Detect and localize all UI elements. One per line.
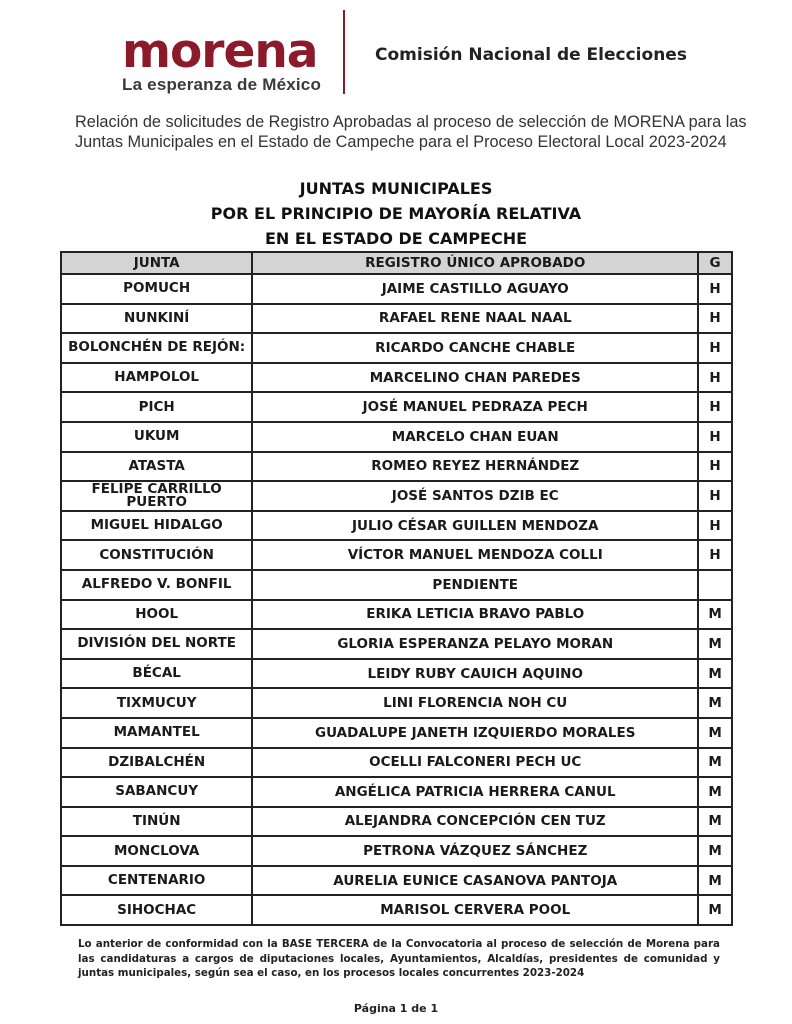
junta-cell: ALFREDO V. BONFIL [61,570,252,600]
registro-cell: JULIO CÉSAR GUILLEN MENDOZA [252,511,698,541]
junta-cell: ATASTA [61,452,252,482]
table-row [61,392,732,422]
junta-cell: FELIPE CARRILLO PUERTO [61,481,252,511]
junta-cell: POMUCH [61,274,252,304]
header-divider [343,10,345,94]
page-number: Página 1 de 1 [353,1002,439,1015]
junta-cell: PICH [61,392,252,422]
table-row [61,333,732,363]
table-row [61,807,732,837]
table-row [61,422,732,452]
table-row [61,777,732,807]
table-row [61,718,732,748]
registro-cell: GUADALUPE JANETH IZQUIERDO MORALES [252,718,698,748]
table-row [61,570,732,600]
genero-cell: H [698,274,732,304]
genero-cell: H [698,392,732,422]
junta-cell: TINÚN [61,807,252,837]
junta-cell: BOLONCHÉN DE REJÓN: [61,333,252,363]
genero-cell: H [698,452,732,482]
commission-name: Comisión Nacional de Elecciones [375,45,687,65]
table-body [61,274,732,925]
table-row [61,866,732,896]
registro-cell: ERIKA LETICIA BRAVO PABLO [252,600,698,630]
logo-wordmark: morena [122,24,318,79]
genero-cell: M [698,629,732,659]
table-row [61,629,732,659]
heading-line-3: EN EL ESTADO DE CAMPECHE [264,229,528,248]
footnote: Lo anterior de conformidad con la BASE TERCERA de la Convocatoria al proceso de selección de Morena para las candidaturas a cargos de diputaciones locales, Ayuntamientos, Alcaldías, presidentes de comunidad y juntas municipales, según sea el caso, en los procesos locales concurrentes 2023-2024 [78,938,720,979]
junta-cell: BÉCAL [61,659,252,689]
registro-cell: MARCELO CHAN EUAN [252,422,698,452]
header-junta: JUNTA [61,252,252,274]
table-header-row [61,252,732,274]
registro-cell: PETRONA VÁZQUEZ SÁNCHEZ [252,836,698,866]
table-row [61,304,732,334]
table-row [61,452,732,482]
table-row [61,511,732,541]
genero-cell: M [698,836,732,866]
table-row [61,895,732,925]
registro-cell: JOSÉ MANUEL PEDRAZA PECH [252,392,698,422]
junta-cell: HOOL [61,600,252,630]
genero-cell: M [698,807,732,837]
table-row [61,659,732,689]
junta-cell: MIGUEL HIDALGO [61,511,252,541]
genero-cell: M [698,866,732,896]
registro-cell: ALEJANDRA CONCEPCIÓN CEN TUZ [252,807,698,837]
junta-cell: SIHOCHAC [61,895,252,925]
registro-cell: LEIDY RUBY CAUICH AQUINO [252,659,698,689]
registro-cell: JAIME CASTILLO AGUAYO [252,274,698,304]
registros-table [60,251,733,926]
table-row [61,836,732,866]
table-row [61,540,732,570]
genero-cell: H [698,363,732,393]
genero-cell: M [698,777,732,807]
junta-cell: MONCLOVA [61,836,252,866]
genero-cell: M [698,600,732,630]
junta-cell: NUNKINÍ [61,304,252,334]
junta-cell: UKUM [61,422,252,452]
header-genero: G [698,252,732,274]
table-row [61,274,732,304]
heading-line-2: POR EL PRINCIPIO DE MAYORÍA RELATIVA [210,204,582,223]
intro-paragraph: Relación de solicitudes de Registro Aprobadas al proceso de selección de MORENA para las Juntas Municipales en el Estado de Campeche para el Proceso Electoral Local 2023-2024 [75,113,747,151]
genero-cell: M [698,895,732,925]
genero-cell: H [698,481,732,511]
morena-logo [122,24,322,95]
junta-cell: MAMANTEL [61,718,252,748]
table-row [61,481,732,511]
junta-cell: SABANCUY [61,777,252,807]
logo-tagline: La esperanza de México [122,75,322,94]
genero-cell: H [698,304,732,334]
header-registro: REGISTRO ÚNICO APROBADO [252,252,698,274]
table-row [61,748,732,778]
heading-line-1: JUNTAS MUNICIPALES [299,179,493,198]
genero-cell: M [698,748,732,778]
genero-cell: M [698,659,732,689]
registro-cell: LINI FLORENCIA NOH CU [252,688,698,718]
registro-cell: ANGÉLICA PATRICIA HERRERA CANUL [252,777,698,807]
table-row [61,600,732,630]
junta-cell: TIXMUCUY [61,688,252,718]
registro-cell: MARISOL CERVERA POOL [252,895,698,925]
genero-cell: H [698,540,732,570]
document-heading [60,176,732,251]
junta-cell: CONSTITUCIÓN [61,540,252,570]
junta-cell: CENTENARIO [61,866,252,896]
junta-cell: HAMPOLOL [61,363,252,393]
genero-cell: H [698,333,732,363]
table-row [61,363,732,393]
registro-cell: RICARDO CANCHE CHABLE [252,333,698,363]
table-row [61,688,732,718]
registro-cell: VÍCTOR MANUEL MENDOZA COLLI [252,540,698,570]
registro-cell: GLORIA ESPERANZA PELAYO MORAN [252,629,698,659]
registro-cell: OCELLI FALCONERI PECH UC [252,748,698,778]
registro-cell: RAFAEL RENE NAAL NAAL [252,304,698,334]
registro-cell: JOSÉ SANTOS DZIB EC [252,481,698,511]
genero-cell: M [698,688,732,718]
junta-cell: DZIBALCHÉN [61,748,252,778]
registro-cell: MARCELINO CHAN PAREDES [252,363,698,393]
genero-cell [698,570,732,600]
registro-cell: ROMEO REYEZ HERNÁNDEZ [252,452,698,482]
genero-cell: M [698,718,732,748]
registro-cell: PENDIENTE [252,570,698,600]
junta-cell: DIVISIÓN DEL NORTE [61,629,252,659]
genero-cell: H [698,422,732,452]
registro-cell: AURELIA EUNICE CASANOVA PANTOJA [252,866,698,896]
genero-cell: H [698,511,732,541]
